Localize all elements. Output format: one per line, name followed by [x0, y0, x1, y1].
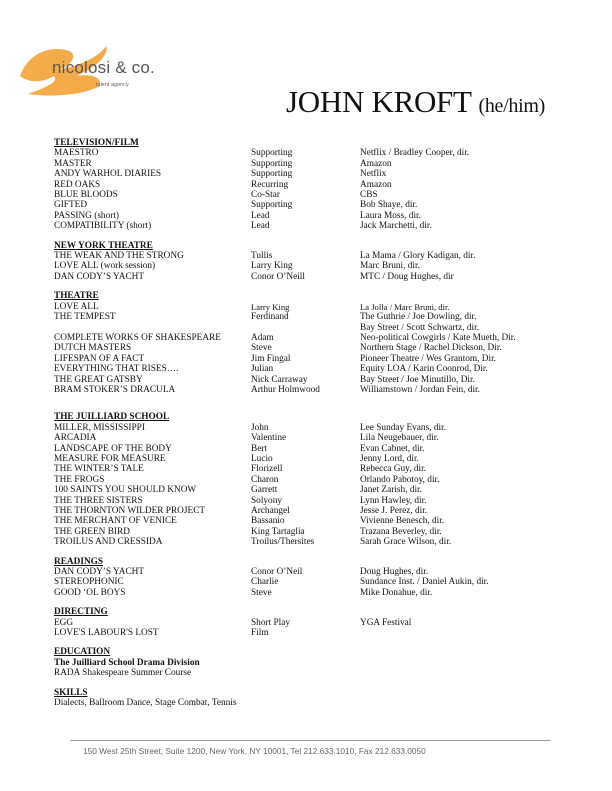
credit-list [54, 567, 574, 598]
section-title: DIRECTING [54, 607, 108, 618]
credit-row [54, 444, 574, 454]
credit-venue: Marc Bruni, dir. [360, 261, 420, 272]
resume-body [54, 138, 574, 718]
education-line: RADA Shakespeare Summer Course [54, 668, 192, 679]
credit-role: Steve [251, 587, 272, 598]
credit-role: Bassanio [251, 516, 285, 527]
credit-row [54, 527, 574, 537]
credit-role: Larry King [251, 301, 290, 312]
section-title: SKILLS [54, 687, 88, 698]
credit-venue: Netflix / Bradley Cooper, dir. [360, 148, 470, 159]
credit-venue: Equity LOA / Karin Coonrod, Dir. [360, 364, 488, 375]
credit-row [54, 169, 574, 179]
credit-venue: MTC / Doug Hughes, dir [360, 271, 454, 282]
credit-list [54, 251, 574, 282]
credit-venue: Lynn Hawley, dir. [360, 495, 427, 506]
credit-title: EGG [54, 617, 74, 628]
credit-role [251, 323, 360, 333]
credit-venue: Lee Sunday Evans, dir. [360, 422, 446, 433]
credit-title: ANDY WARHOL DIARIES [54, 169, 162, 180]
credit-row [54, 588, 574, 598]
credit-role: Lucio [251, 453, 273, 464]
section-skills [54, 688, 574, 709]
credit-venue: Pioneer Theatre / Wes Grantom, Dir. [360, 353, 497, 364]
credit-row [54, 475, 574, 485]
credit-role: Steve [251, 343, 272, 354]
credit-role: Arthur Holmwood [251, 384, 320, 395]
section-title: THEATRE [54, 291, 99, 302]
credit-venue: Bay Street / Joe Minutillo, Dir. [360, 374, 475, 385]
skills-text: Dialects, Ballroom Dance, Stage Combat, Tennis [54, 698, 237, 709]
credit-venue: CBS [360, 190, 378, 201]
credit-venue: Vivienne Benesch, dir. [360, 516, 445, 527]
credit-venue: Doug Hughes, dir. [360, 567, 429, 578]
footer-divider [70, 740, 550, 741]
credit-role: Nick Carraway [251, 374, 308, 385]
section-theatre [54, 291, 574, 395]
credit-row [54, 180, 574, 190]
credit-row [54, 354, 574, 364]
credit-venue: Trazana Beverley, dir. [360, 526, 442, 537]
credit-venue: Laura Moss, dir. [360, 210, 421, 221]
credit-venue: Orlando Pabotoy, dir. [360, 474, 440, 485]
credit-title: THE WEAK AND THE STRONG [54, 251, 184, 262]
credit-role: Charlie [251, 577, 279, 588]
footer-address: 150 West 25th Street, Suite 1200, New York, NY 10001, Tel 212.633.1010, Fax 212.633.0050 [83, 746, 426, 756]
credit-role: Short Play [251, 617, 290, 628]
credit-row [54, 261, 574, 271]
credit-venue: Northern Stage / Rachel Dickson, Dir. [360, 343, 502, 354]
credit-role: Troilus/Thersites [251, 537, 315, 548]
credit-role: Lead [251, 210, 270, 221]
credit-title: THE THORNTON WILDER PROJECT [54, 506, 206, 516]
credit-role: Co-Star [251, 190, 280, 201]
credit-role: King Tartaglia [251, 526, 305, 537]
credit-title: ARCADIA [54, 433, 97, 444]
section-juilliard [54, 412, 574, 547]
credit-title: THE FROGS [54, 474, 105, 485]
credit-title: GIFTED [54, 200, 88, 211]
credit-venue: Amazon [360, 158, 392, 169]
credit-venue: Netflix [360, 169, 387, 180]
credit-role: Larry King [251, 261, 293, 272]
credit-role: Supporting [251, 200, 293, 211]
credit-role: Recurring [251, 179, 289, 190]
credit-row [54, 485, 574, 495]
credit-venue: La Mama / Glory Kadigan, dir. [360, 251, 476, 262]
credit-list [54, 423, 574, 548]
agency-tagline: talent agency [96, 82, 129, 88]
credit-venue: Rebecca Guy, dir. [360, 464, 426, 475]
credit-title: THE GREEN BIRD [54, 526, 130, 537]
credit-role: Film [251, 628, 269, 639]
credit-row [54, 375, 574, 385]
credit-row [54, 618, 574, 628]
credit-title: THE WINTER’S TALE [54, 464, 144, 475]
credit-role: Bert [251, 443, 268, 454]
section-title: THE JUILLIARD SCHOOL [54, 412, 170, 423]
credit-title: LOVE ALL (work session) [54, 261, 156, 272]
credit-row [54, 385, 574, 395]
credit-role: Florizell [251, 464, 283, 475]
credit-row [54, 148, 574, 158]
section-directing [54, 607, 574, 638]
credit-title: COMPLETE WORKS OF SHAKESPEARE [54, 332, 221, 343]
section-education [54, 647, 574, 678]
credit-row [54, 343, 574, 353]
credit-title: COMPATIBILITY (short) [54, 221, 152, 232]
credit-role: Julian [251, 364, 274, 375]
agency-logo [14, 36, 174, 106]
credit-title: PASSING (short) [54, 210, 120, 221]
credit-title: THE GREAT GATSBY [54, 374, 143, 385]
credit-title: GOOD ‘OL BOYS [54, 587, 126, 598]
credit-role: Conor O’Neil [251, 567, 303, 578]
credit-row [54, 312, 574, 322]
credit-row [54, 323, 574, 333]
credit-row [54, 364, 574, 374]
credit-title: DAN CODY’S YACHT [54, 567, 145, 578]
credit-title: LANDSCAPE OF THE BODY [54, 443, 172, 454]
credit-venue: Mike Donahue, dir. [360, 587, 433, 598]
section-title: READINGS [54, 556, 104, 567]
credit-row [54, 506, 574, 516]
credit-title: MAESTRO [54, 148, 99, 159]
credit-venue: La Jolla / Marc Bruni, dir. [360, 301, 450, 312]
credit-row [54, 433, 574, 443]
credit-venue: Sarah Grace Wilson, dir. [360, 537, 452, 548]
credit-venue: Sundance Inst. / Daniel Aukin, dir. [360, 577, 489, 588]
credit-title: MASTER [54, 158, 92, 169]
credit-row [54, 537, 574, 547]
credit-title: LIFESPAN OF A FACT [54, 353, 145, 364]
section-readings [54, 557, 574, 599]
credit-venue: Bob Shaye, dir. [360, 200, 418, 211]
credit-title: MEASURE FOR MEASURE [54, 453, 166, 464]
credit-venue: Bay Street / Scott Schwartz, dir. [360, 322, 480, 333]
credit-row [54, 567, 574, 577]
credit-role: Conor O’Neill [251, 271, 305, 282]
credit-row [54, 221, 574, 231]
credit-title: BLUE BLOODS [54, 190, 118, 201]
credit-venue: Neo-political Cowgirls / Kate Mueth, Dir. [360, 332, 516, 343]
credit-row [54, 496, 574, 506]
section-new-york-theatre [54, 241, 574, 283]
credit-title: LOVE ALL [54, 301, 99, 312]
credit-row [54, 423, 574, 433]
credit-row [54, 200, 574, 210]
section-title: TELEVISION/FILM [54, 138, 139, 148]
credit-venue: Amazon [360, 179, 392, 190]
actor-pronouns: (he/him) [478, 95, 545, 117]
credit-row [54, 628, 574, 638]
credit-title: THE TEMPEST [54, 312, 116, 323]
credit-venue: The Guthrie / Joe Dowling, dir. [360, 312, 477, 323]
credit-list [54, 618, 574, 639]
credit-title: EVERYTHING THAT RISES…. [54, 364, 179, 375]
credit-role: Solyony [251, 495, 282, 506]
credit-title [54, 323, 251, 333]
credit-row [54, 211, 574, 221]
credit-row [54, 577, 574, 587]
credit-role: Ferdinand [251, 312, 289, 323]
credit-row [54, 251, 574, 261]
section-title: NEW YORK THEATRE [54, 240, 153, 251]
credit-role: Archangel [251, 506, 290, 516]
credit-role: Tullis [251, 251, 273, 262]
credit-role: Valentine [251, 433, 287, 444]
credit-venue: Jesse J. Perez, dir. [360, 506, 428, 516]
credit-venue: Williamstown / Jordan Fein, dir. [360, 384, 480, 395]
credit-role: Lead [251, 221, 270, 232]
credit-row [54, 333, 574, 343]
credit-row [54, 302, 574, 312]
credit-venue: Jenny Lord, dir. [360, 453, 419, 464]
credit-row [54, 464, 574, 474]
credit-title: TROILUS AND CRESSIDA [54, 537, 163, 548]
credit-row [54, 159, 574, 169]
credit-title: RED OAKS [54, 179, 101, 190]
credit-role: Supporting [251, 169, 293, 180]
credit-title: THE MERCHANT OF VENICE [54, 516, 177, 527]
credit-title: DUTCH MASTERS [54, 343, 132, 354]
credit-role: John [251, 422, 269, 433]
credit-title: STEREOPHONIC [54, 577, 124, 588]
credit-venue: Janet Zarish, dir. [360, 485, 422, 496]
credit-venue: Jack Marchetti, dir. [360, 221, 432, 232]
actor-name: JOHN KROFT [286, 84, 472, 119]
credit-title: BRAM STOKER’S DRACULA [54, 384, 176, 395]
actor-name-header [286, 84, 545, 120]
agency-name: nicolosi & co. [52, 58, 155, 77]
credit-row [54, 516, 574, 526]
credit-venue: YGA Festival [360, 617, 412, 628]
credit-venue: Evan Cabnet, dir. [360, 443, 425, 454]
credit-row [54, 454, 574, 464]
credit-title: 100 SAINTS YOU SHOULD KNOW [54, 485, 197, 496]
credit-venue: Lila Neugebauer, dir. [360, 433, 439, 444]
credit-role: Supporting [251, 148, 293, 159]
credit-title: THE THREE SISTERS [54, 495, 143, 506]
credit-role: Supporting [251, 158, 293, 169]
credit-title: LOVE'S LABOUR'S LOST [54, 628, 159, 639]
credit-list [54, 148, 574, 231]
credit-row [54, 272, 574, 282]
credit-role: Adam [251, 332, 274, 343]
section-title: EDUCATION [54, 647, 111, 658]
credit-list [54, 302, 574, 396]
credit-row [54, 190, 574, 200]
credit-role: Jim Fingal [251, 353, 291, 364]
education-line: The Juilliard School Drama Division [54, 657, 200, 668]
credit-title: DAN CODY’S YACHT [54, 271, 145, 282]
credit-role: Garrett [251, 485, 278, 496]
credit-role: Charon [251, 474, 279, 485]
section-television-film [54, 138, 574, 232]
credit-title: MILLER, MISSISSIPPI [54, 422, 145, 433]
